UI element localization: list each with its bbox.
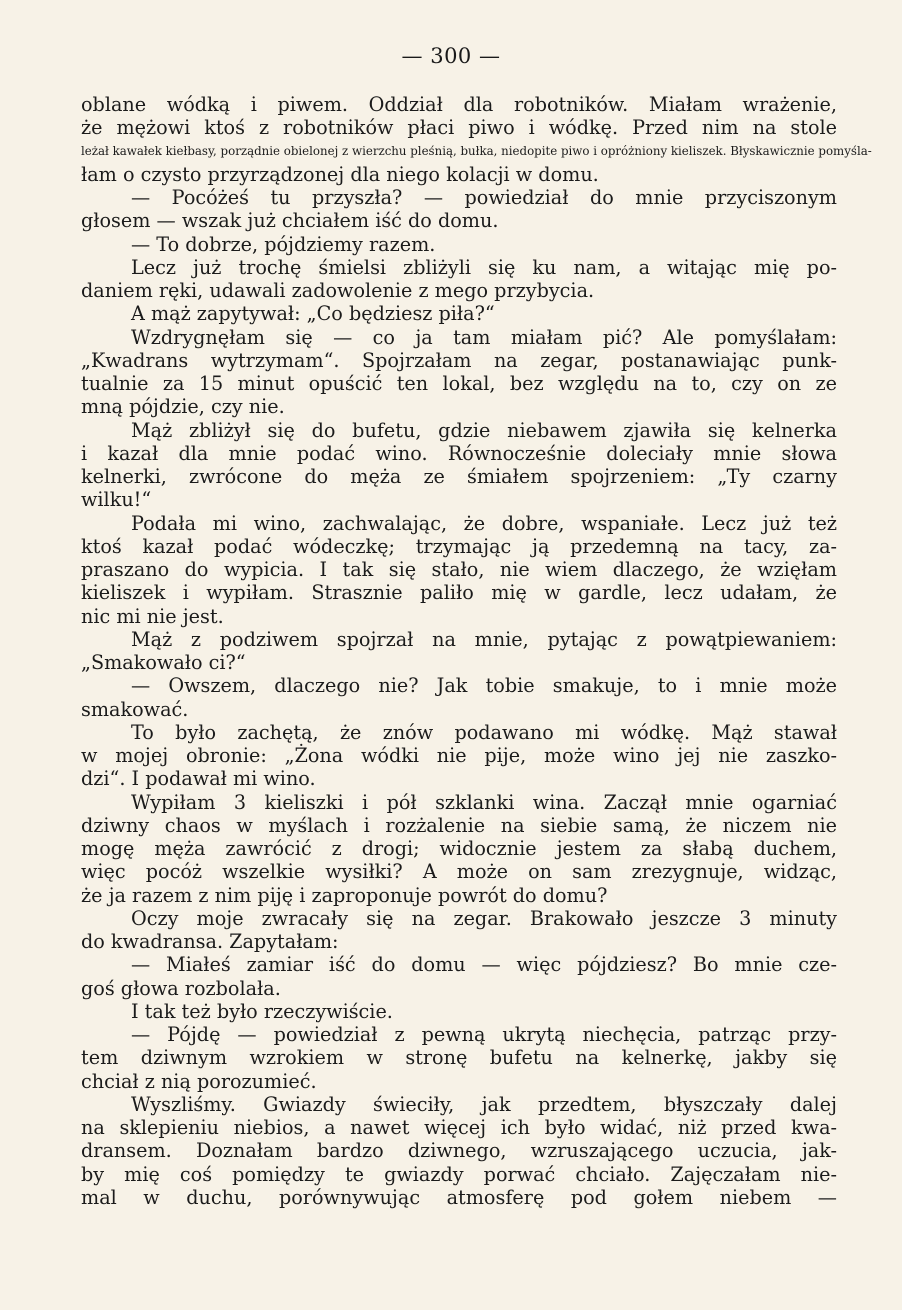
text-line: że mężowi ktoś z robotników płaci piwo i wódkę. Przed nim na stole (81, 116, 837, 140)
text-line: Oczy moje zwracały się na zegar. Brakowało jeszcze 3 minuty (131, 906, 837, 930)
text-line: że ja razem z nim piję i zaproponuje powrót do domu? (81, 883, 608, 907)
text-line: A mąż zapytywał: „Co będziesz piła?“ (131, 302, 495, 326)
text-line: ktoś kazał podać wódeczkę; trzymając ją przedemną na tacy, za- (81, 534, 837, 558)
text-line: — To dobrze, pójdziemy razem. (131, 232, 436, 256)
text-line: tualnie za 15 minut opuścić ten lokal, bez względu na to, czy on ze (81, 372, 837, 395)
text-line: Wypiłam 3 kieliszki i pół szklanki wina. Zaczął mnie ogarniać (131, 790, 837, 814)
text-line: w mojej obronie: „Żona wódki nie pije, może wino jej nie zaszko- (81, 744, 837, 767)
text-line: dziwny chaos w myślach i rozżalenie na siebie samą, że niczem nie (81, 813, 837, 837)
text-line: Wzdrygnęłam się — co ja tam miałam pić? Ale pomyślałam: (131, 325, 837, 349)
text-line: kelnerki, zwrócone do męża ze śmiałem spojrzeniem: „Ty czarny (81, 465, 837, 488)
text-line: — Miałeś zamiar iść do domu — więc pójdziesz? Bo mnie cze- (131, 953, 837, 977)
text-line: łam o czysto przyrządzonej dla niego kolacji w domu. (81, 162, 599, 186)
text-line: To było zachętą, że znów podawano mi wódkę. Mąż stawał (131, 720, 837, 744)
text-line: goś głowa rozbolała. (81, 976, 281, 1000)
text-line: mal w duchu, porównywując atmosferę pod gołem niebem — (81, 1185, 837, 1209)
text-line: do kwadransa. Zapytałam: (81, 930, 339, 953)
text-line: mogę męża zawrócić z drogi; widocznie jestem za słabą duchem, (81, 837, 837, 860)
text-line: mną pójdzie, czy nie. (81, 395, 285, 419)
body-text (81, 93, 872, 1209)
text-line: Wyszliśmy. Gwiazdy świeciły, jak przedtem, błyszczały dalej (131, 1092, 837, 1116)
text-line: głosem — wszak już chciałem iść do domu. (81, 209, 499, 233)
text-line: praszano do wypicia. I tak się stało, nie wiem dlaczego, że wzięłam (81, 558, 837, 581)
text-line: dransem. Doznałam bardzo dziwnego, wzruszającego uczucia, jak- (81, 1139, 837, 1163)
text-line: i kazał dla mnie podać wino. Równocześnie doleciały mnie słowa (81, 441, 837, 465)
text-line: — Owszem, dlaczego nie? Jak tobie smakuje, to i mnie może (131, 674, 837, 698)
text-line: Lecz już trochę śmielsi zbliżyli się ku nam, a witając mię po- (131, 255, 837, 279)
text-line: by mię coś pomiędzy te gwiazdy porwać chciało. Zajęczałam nie- (81, 1162, 837, 1186)
text-line: oblane wódką i piwem. Oddział dla robotników. Miałam wrażenie, (81, 93, 837, 116)
text-line: Mąż z podziwem spojrzał na mnie, pytając z powątpiewaniem: (131, 627, 837, 651)
text-line: — Pocóżeś tu przyszła? — powiedział do mnie przyciszonym (131, 186, 837, 209)
text-line: Mąż zbliżył się do bufetu, gdzie niebawem zjawiła się kelnerka (131, 418, 837, 442)
text-line: smakować. (81, 697, 189, 721)
text-line: Podała mi wino, zachwalając, że dobre, wspaniałe. Lecz już też (131, 511, 837, 535)
text-line: więc pocóż wszelkie wysiłki? A może on sam zrezygnuje, widząc, (81, 860, 837, 884)
text-line: daniem ręki, udawali zadowolenie z mego przybycia. (81, 279, 595, 302)
text-line: „Smakowało ci?“ (81, 651, 246, 674)
text-line: wilku!“ (81, 488, 152, 512)
text-line: na sklepieniu niebios, a nawet więcej ich było widać, niż przed kwa- (81, 1116, 837, 1139)
text-line: I tak też było rzeczywiście. (131, 999, 393, 1023)
text-line: chciał z nią porozumieć. (81, 1069, 317, 1093)
text-line: dzi“. I podawał mi wino. (81, 767, 316, 791)
text-line: nic mi nie jest. (81, 604, 224, 628)
text-line: — Pójdę — powiedział z pewną ukrytą niechęcia, patrząc przy- (131, 1023, 837, 1046)
text-line: tem dziwnym wzrokiem w stronę bufetu na kelnerkę, jakby się (81, 1046, 837, 1070)
text-line: „Kwadrans wytrzymam“. Spojrzałam na zegar, postanawiając punk- (81, 348, 837, 372)
text-line: leżał kawałek kiełbasy, porządnie obielonej z wierzchu pleśnią, bułka, niedopite piwo i opróżniony kieliszek. Błyskawicznie pomyśla- (81, 143, 872, 158)
text-line: kieliszek i wypiłam. Strasznie paliło mię w gardle, lecz udałam, że (81, 581, 837, 605)
page-number: — 300 — (401, 44, 501, 68)
